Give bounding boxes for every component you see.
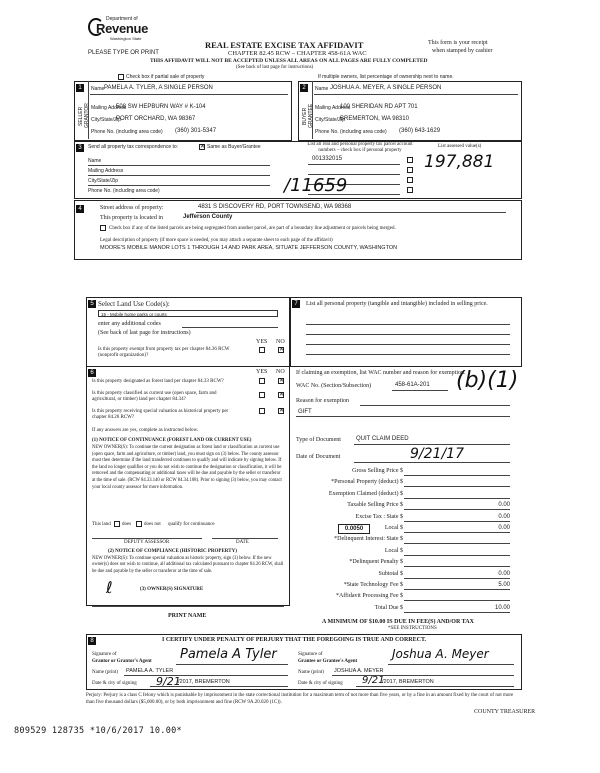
minimum-due-note: A MINIMUM OF $10.00 IS DUE IN FEE(S) AND/OR TAX bbox=[322, 619, 474, 625]
forest-yes-checkbox[interactable] bbox=[259, 378, 265, 384]
tax-line-label: *Delinquent Interest: State $ bbox=[334, 536, 403, 542]
seller-city-label: City/State/Zip bbox=[91, 117, 122, 123]
tax-line-value[interactable]: 0.00 bbox=[498, 502, 510, 508]
grantee-date-label: Date & city of signing bbox=[298, 681, 343, 686]
certify-statement: I CERTIFY UNDER PENALTY OF PERJURY THAT THE FOREGOING IS TRUE AND CORRECT. bbox=[162, 637, 427, 643]
grantee-date-rest[interactable]: /2017, BREMERTON bbox=[382, 679, 434, 685]
perjury-notice: Perjury: Perjury is a class C felony which is punishable by imprisonment in the state correctional institution for a maximum term of not more than five years, or by a fine in an amount fixed by the court of not more than five thousand dollars ($5,000.00), or by both imprisonment and fine (RCW 9A.20.020 (1C)). bbox=[86, 693, 514, 705]
located-label: This property is located in bbox=[100, 215, 163, 221]
personal-property-checkbox-1[interactable] bbox=[407, 157, 413, 163]
land-use-code-value: 15 - Mobile home parks or courts bbox=[101, 312, 167, 317]
grantee-signature[interactable]: Joshua A. Meyer bbox=[392, 647, 489, 661]
reason-label: Reason for exemption bbox=[296, 398, 349, 404]
grantor-sig-label-2: Grantor or Grantor's Agent bbox=[92, 659, 152, 664]
multiple-owners-note: If multiple owners, list percentage of ownership next to name. bbox=[318, 74, 454, 80]
tax-line-label: Taxable Selling Price $ bbox=[347, 502, 403, 508]
grantee-date-hand[interactable]: 9/21 bbox=[362, 675, 385, 686]
s3-mailing-label: Mailing Address bbox=[88, 168, 124, 174]
does-checkbox[interactable] bbox=[114, 521, 120, 527]
local-rate-box[interactable]: 0.0050 bbox=[338, 524, 370, 534]
section-number-4: 4 bbox=[76, 205, 84, 213]
tax-line-label: Total Due $ bbox=[374, 605, 403, 611]
personal-property-checkbox-3[interactable] bbox=[407, 177, 413, 183]
land-use-code-field[interactable] bbox=[98, 310, 278, 317]
tax-line-label: Excise Tax : State $ bbox=[355, 514, 403, 520]
s5-yes-header: YES bbox=[256, 339, 268, 345]
exempt-no-checkbox[interactable]: ✕ bbox=[279, 347, 285, 353]
segregated-label: Check box if any of the listed parcels are being segregated from another parcel, are part of a boundary line adjustment or parcels being merged. bbox=[109, 226, 396, 231]
historic-no-checkbox[interactable]: ✕ bbox=[279, 408, 285, 414]
s3-city-label: City/State/Zip bbox=[88, 178, 119, 184]
exempt-question: Is this property exempt from property tax per chapter 84.36 RCW (nonprofit organization)? bbox=[98, 347, 230, 358]
current-use-no-checkbox[interactable]: ✕ bbox=[279, 392, 285, 398]
grantor-signature[interactable]: Pamela A Tyler bbox=[180, 647, 277, 662]
exempt-yes-checkbox[interactable] bbox=[259, 347, 265, 353]
parcel-header: List all real and personal property tax parcel account numbers – check box if personal property bbox=[307, 142, 413, 153]
seller-phone-label: Phone No. (including area code) bbox=[91, 129, 163, 135]
section-number-1: 1 bbox=[76, 84, 84, 92]
buyer-phone-label: Phone No. (including area code) bbox=[315, 129, 387, 135]
see-instructions-note: *SEE INSTRUCTIONS bbox=[388, 626, 437, 631]
buyer-city-label: City/State/Zip bbox=[315, 117, 346, 123]
please-type: PLEASE TYPE OR PRINT bbox=[88, 50, 159, 56]
seller-mailing-value[interactable]: 508 SW HEPBURN WAY # K-104 bbox=[116, 104, 206, 110]
owner-signature-hand: ℓ bbox=[106, 578, 113, 597]
forest-no-checkbox[interactable]: ✕ bbox=[279, 378, 285, 384]
tax-line-value[interactable]: 0.00 bbox=[498, 514, 510, 520]
land-does-label: This land bbox=[92, 522, 111, 527]
seller-name-label: Name bbox=[91, 86, 105, 92]
logo-dept: Department of bbox=[106, 16, 138, 22]
tax-line-label: Exemption Claimed (deduct) $ bbox=[328, 491, 403, 497]
deputy-assessor-label: DEPUTY ASSESSOR bbox=[124, 540, 170, 545]
tax-line-label: Gross Selling Price $ bbox=[352, 468, 403, 474]
logo-swoosh-icon bbox=[88, 18, 104, 36]
section-number-3: 3 bbox=[76, 144, 84, 152]
seller-mailing-label: Mailing Address bbox=[91, 105, 127, 111]
doc-date-value[interactable]: 9/21/17 bbox=[410, 446, 464, 462]
reason-value[interactable]: GIFT bbox=[298, 409, 312, 415]
buyer-side-label: BUYER GRANTEE bbox=[302, 103, 314, 129]
does-label: does bbox=[122, 522, 132, 527]
tax-line-value[interactable]: 10.00 bbox=[494, 605, 510, 611]
partial-sale-checkbox[interactable] bbox=[118, 74, 124, 80]
grantor-name-value[interactable]: PAMELA A. TYLER bbox=[126, 668, 174, 674]
parcel-number-value[interactable]: 001332015 bbox=[312, 156, 343, 162]
logo-state: Washington State bbox=[110, 36, 142, 41]
form-warning: THIS AFFIDAVIT WILL NOT BE ACCEPTED UNLESS ALL AREAS ON ALL PAGES ARE FULLY COMPLETED bbox=[150, 58, 428, 64]
seller-side-label: SELLER GRANTOR bbox=[78, 103, 90, 129]
s6-no-header: NO bbox=[276, 369, 285, 375]
s5-no-header: NO bbox=[276, 339, 285, 345]
personal-property-checkbox-2[interactable] bbox=[407, 167, 413, 173]
send-correspondence-label: Send all property tax correspondence to: bbox=[88, 144, 179, 150]
county-treasurer-label: COUNTY TREASURER bbox=[474, 709, 536, 715]
doc-type-label: Type of Document bbox=[296, 437, 341, 443]
same-as-buyer-checkbox[interactable]: ✕ bbox=[200, 144, 206, 150]
handwritten-parcel-note: /11659 bbox=[284, 175, 348, 196]
s3-phone-label: Phone No. (including area code) bbox=[88, 188, 160, 194]
section-number-2: 2 bbox=[300, 84, 308, 92]
grantee-sig-label-1: Signature of bbox=[298, 652, 323, 657]
dor-logo bbox=[88, 16, 158, 50]
qualify-label: qualify for continuance bbox=[168, 522, 215, 527]
receipt-note-2: when stamped by cashier bbox=[432, 48, 493, 54]
grantee-sig-label-2: Grantee or Grantee's Agent bbox=[298, 659, 358, 664]
segregated-checkbox[interactable] bbox=[100, 225, 106, 231]
tax-line-label: *State Technology Fee $ bbox=[343, 582, 403, 588]
legal-value[interactable]: MOORE'S MOBILE MANOR LOTS 1 THROUGH 14 AND PARK AREA, SITUATE JEFFERSON COUNTY, WASHINGTON bbox=[100, 245, 398, 251]
street-value[interactable]: 4831 S DISCOVERY RD, PORT TOWNSEND, WA 98368 bbox=[198, 204, 352, 210]
section-number-7: 7 bbox=[292, 300, 300, 308]
cashier-stamp: 809529 128735 *10/6/2017 10.00* bbox=[14, 726, 182, 736]
owner-signature-label: (3) OWNER(S) SIGNATURE bbox=[140, 587, 204, 592]
personal-property-label: List all personal property (tangible and intangible) included in selling price. bbox=[306, 301, 488, 307]
print-name-label: PRINT NAME bbox=[168, 613, 207, 619]
doc-date-label: Date of Document bbox=[296, 454, 341, 460]
forest-land-question: Is this property designated as forest land per chapter 84.33 RCW? bbox=[92, 379, 224, 384]
receipt-note-1: This form is your receipt bbox=[428, 40, 488, 46]
notice2-title: (2) NOTICE OF COMPLIANCE (HISTORIC PROPERTY) bbox=[108, 549, 237, 554]
historic-question: Is this property receiving special valuation as historical property per chapter 84.26 RCW? bbox=[92, 409, 229, 420]
buyer-city-value[interactable]: BREMERTON, WA 98310 bbox=[340, 116, 409, 122]
personal-property-checkbox-4[interactable] bbox=[407, 187, 413, 193]
same-as-buyer-label: Same as Buyer/Grantee bbox=[207, 144, 261, 150]
buyer-phone-value[interactable]: (360) 643-1629 bbox=[399, 128, 441, 134]
grantee-name-label: Name (print) bbox=[298, 670, 324, 675]
handwritten-assessed-value: 197,881 bbox=[424, 152, 495, 172]
buyer-name-value[interactable]: JOSHUA A. MEYER, A SINGLE PERSON bbox=[330, 85, 442, 91]
seller-phone-value[interactable]: (360) 301-5347 bbox=[175, 128, 217, 134]
does-not-checkbox[interactable] bbox=[136, 521, 142, 527]
buyer-mailing-label: Mailing Address bbox=[315, 105, 351, 111]
notice1-text: NEW OWNER(S): To continue the current designation as forest land or classification as current use (open space, farm and agriculture, or timber) land, you must sign on (3) below. The county assessor must then determine if the land transferred continues to qualify and will indicate by signing below. If the land no longer qualifies or you do not wish to continue the designation or classification, it will be removed and the compensating or additional taxes will be due and payable by the seller or transferor at the time of sale. (RCW 84.33.140 or RCW 84.34.108). Prior to signing (3) below, you may contact your local county assessor for more information. bbox=[92, 445, 282, 490]
tax-line-label: Local $ bbox=[384, 548, 403, 554]
assessed-header: List assessed value(s) bbox=[438, 144, 482, 149]
section-number-5: 5 bbox=[88, 300, 96, 308]
tax-line-value[interactable]: 0.00 bbox=[498, 571, 510, 577]
section-number-8: 8 bbox=[88, 637, 96, 645]
tax-line-label: Local $ bbox=[384, 525, 403, 531]
grantor-date-rest[interactable]: /2017, BREMERTON bbox=[178, 679, 230, 685]
county-value[interactable]: Jefferson County bbox=[183, 214, 233, 220]
handwritten-wac-note: (b)(1) bbox=[456, 368, 519, 393]
notice2-text: NEW OWNER(S): To continue special valuation as historic property, sign (3) below. If the new owner(s) does not wish to continue, all additional tax calculated pursuant to chapter 84.26 RCW, shall be due and payable by the seller or transferor at the time of sale. bbox=[92, 556, 284, 574]
does-not-label: does not bbox=[144, 522, 161, 527]
s3-name-label: Name bbox=[88, 158, 102, 164]
land-use-label: Select Land Use Code(s): bbox=[98, 300, 170, 308]
seller-city-value[interactable]: PORT ORCHARD, WA 98367 bbox=[116, 116, 196, 122]
grantor-sig-label-1: Signature of bbox=[92, 652, 117, 657]
tax-line-value[interactable]: 5.00 bbox=[498, 582, 510, 588]
seller-name-value[interactable]: PAMELA A. TYLER, A SINGLE PERSON bbox=[104, 85, 213, 91]
tax-line-label: *Affidavit Processing Fee $ bbox=[335, 593, 403, 599]
additional-codes-label: enter any additional codes bbox=[98, 321, 161, 327]
see-back: (See back of last page for instructions) bbox=[236, 65, 314, 70]
grantee-name-value[interactable]: JOSHUA A. MEYER bbox=[334, 668, 384, 674]
street-label: Street address of property: bbox=[100, 205, 164, 211]
if-yes-note: If any answers are yes, complete as instructed below. bbox=[92, 428, 199, 433]
grantor-name-label: Name (print) bbox=[92, 670, 118, 675]
section-number-6: 6 bbox=[88, 369, 96, 377]
grantor-date-label: Date & city of signing bbox=[92, 681, 137, 686]
tax-line-value[interactable]: 0.00 bbox=[498, 525, 510, 531]
form-title: REAL ESTATE EXCISE TAX AFFIDAVIT bbox=[205, 40, 364, 50]
current-use-yes-checkbox[interactable] bbox=[259, 392, 265, 398]
buyer-name-label: Name bbox=[315, 86, 329, 92]
tax-line-label: Subtotal $ bbox=[378, 571, 403, 577]
buyer-mailing-value[interactable]: 100 SHERIDAN RD APT 701 bbox=[340, 104, 418, 110]
current-use-question: Is this property classified as current use (open space, farm and agricultural, or timber) land per chapter 84.34? bbox=[92, 391, 217, 402]
notice1-title: (1) NOTICE OF CONTINUANCE (FOREST LAND OR CURRENT USE) bbox=[92, 438, 252, 443]
tax-line-label: *Personal Property (deduct) $ bbox=[331, 479, 403, 485]
s6-yes-header: YES bbox=[256, 369, 268, 375]
wac-label: WAC No. (Section/Subsection) bbox=[296, 383, 372, 389]
historic-yes-checkbox[interactable] bbox=[259, 408, 265, 414]
logo-word: Revenue bbox=[96, 21, 149, 36]
grantor-date-hand[interactable]: 9/21 bbox=[156, 675, 181, 688]
partial-sale-label: Check box if partial sale of property bbox=[126, 74, 205, 80]
s5-see-back: (See back of last page for instructions) bbox=[98, 330, 191, 336]
legal-label: Legal description of property (if more space is needed, you may attach a separate sheet to each page of the affidavit) bbox=[100, 238, 333, 243]
form-chapter: CHAPTER 82.45 RCW – CHAPTER 458-61A WAC bbox=[228, 50, 367, 57]
deputy-date-label: DATE bbox=[236, 540, 249, 545]
wac-value[interactable]: 458-61A-201 bbox=[395, 382, 430, 388]
tax-line-label: *Delinquent Penalty $ bbox=[349, 559, 403, 565]
doc-type-value[interactable]: QUIT CLAIM DEED bbox=[356, 436, 409, 442]
claiming-exemption-label: If claiming an exemption, list WAC number and reason for exemption. bbox=[296, 370, 466, 376]
